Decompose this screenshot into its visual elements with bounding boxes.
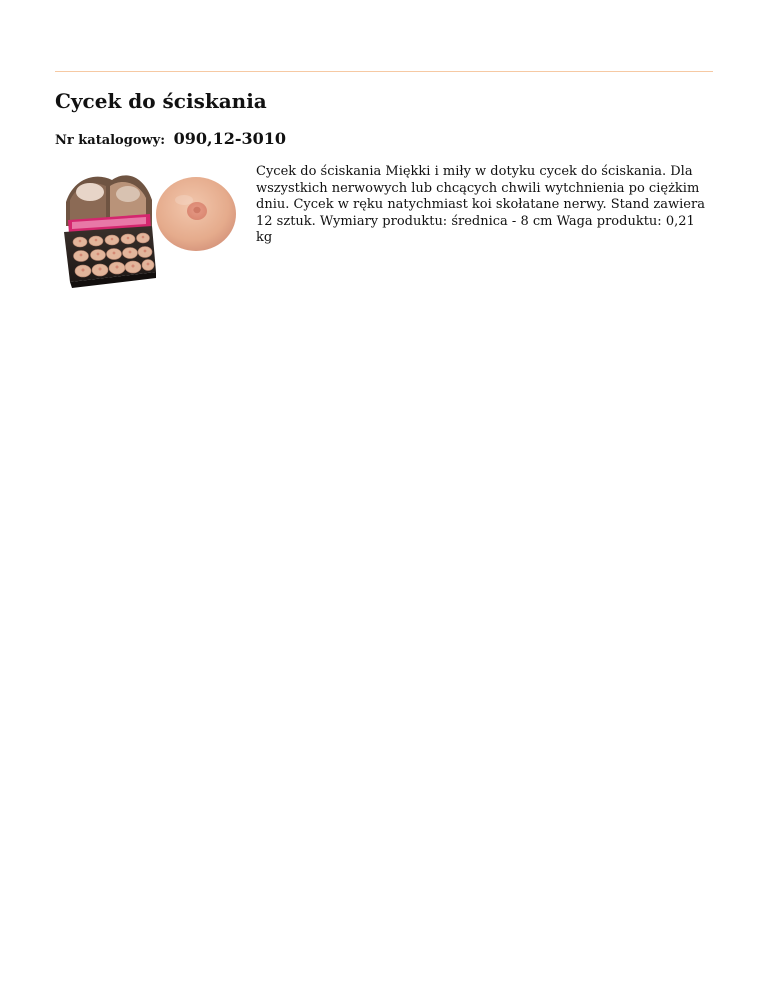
catalog-number-label: Nr katalogowy: [55, 133, 166, 148]
product-photo-icon [56, 164, 248, 296]
header-divider [55, 71, 713, 72]
page-title: Cycek do ściskania [55, 89, 267, 113]
catalog-number-value: 090,12-3010 [173, 129, 287, 148]
catalog-number-row [55, 129, 286, 148]
product-description: Cycek do ściskania Miękki i miły w dotyku cycek do ściskania. Dla wszystkich nerwowych lub chcących chwili wytchnienia po ciężkim dniu. Cycek w ręku natychmiast koi skołatane nerwy. Stand zawiera 12 sztuk. Wymiary produktu: średnica - 8 cm Waga produktu: 0,21 kg [256, 164, 705, 245]
product-image [56, 164, 248, 296]
